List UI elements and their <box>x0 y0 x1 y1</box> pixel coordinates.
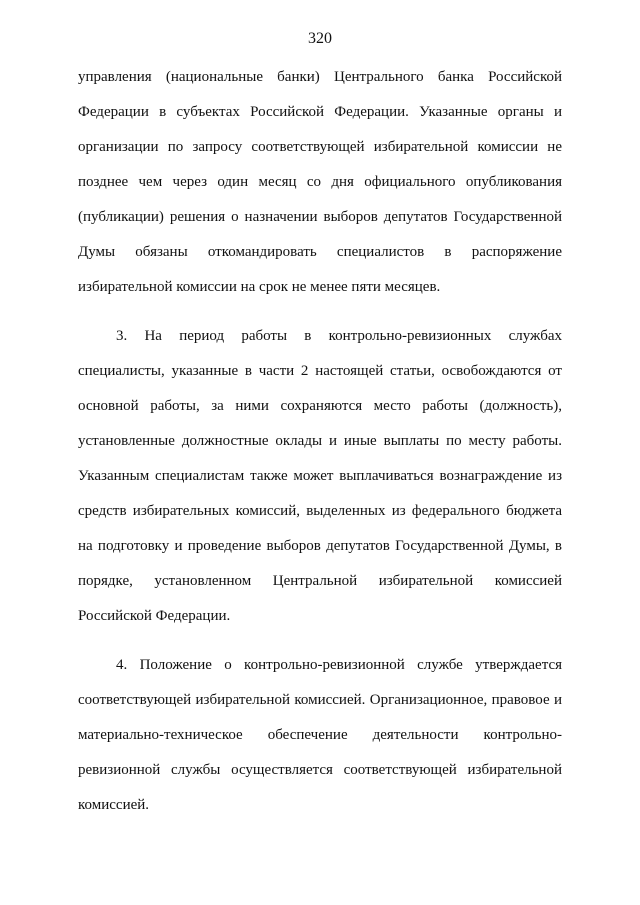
document-body <box>78 60 562 823</box>
paragraph-part-4: 4. Положение о контрольно-ревизионной службе утверждается соответствующей избирательной комиссией. Организационное, правовое и материально-техническое обеспечение деятельности контрольно-ревизионной службы осуществляется соответствующей избирательной комиссией. <box>78 657 562 813</box>
paragraph-part-3: 3. На период работы в контрольно-ревизионных службах специалисты, указанные в части 2 настоящей статьи, освобождаются от основной работы, за ними сохраняются место работы (должность), установленные должностные оклады и иные выплаты по месту работы. Указанным специалистам также может выплачиваться вознаграждение из средств избирательных комиссий, выделенных из федерального бюджета на подготовку и проведение выборов депутатов Государственной Думы, в порядке, установленном Центральной избирательной комиссией Российской Федерации. <box>78 328 562 624</box>
paragraph-continuation: управления (национальные банки) Центрального банка Российской Федерации в субъектах Российской Федерации. Указанные органы и организации по запросу соответствующей избирательной комиссии не позднее чем через один месяц со дня официального опубликования (публикации) решения о назначении выборов депутатов Государственной Думы обязаны откомандировать специалистов в распоряжение избирательной комиссии на срок не менее пяти месяцев. <box>78 69 562 295</box>
page-number: 320 <box>308 30 332 47</box>
